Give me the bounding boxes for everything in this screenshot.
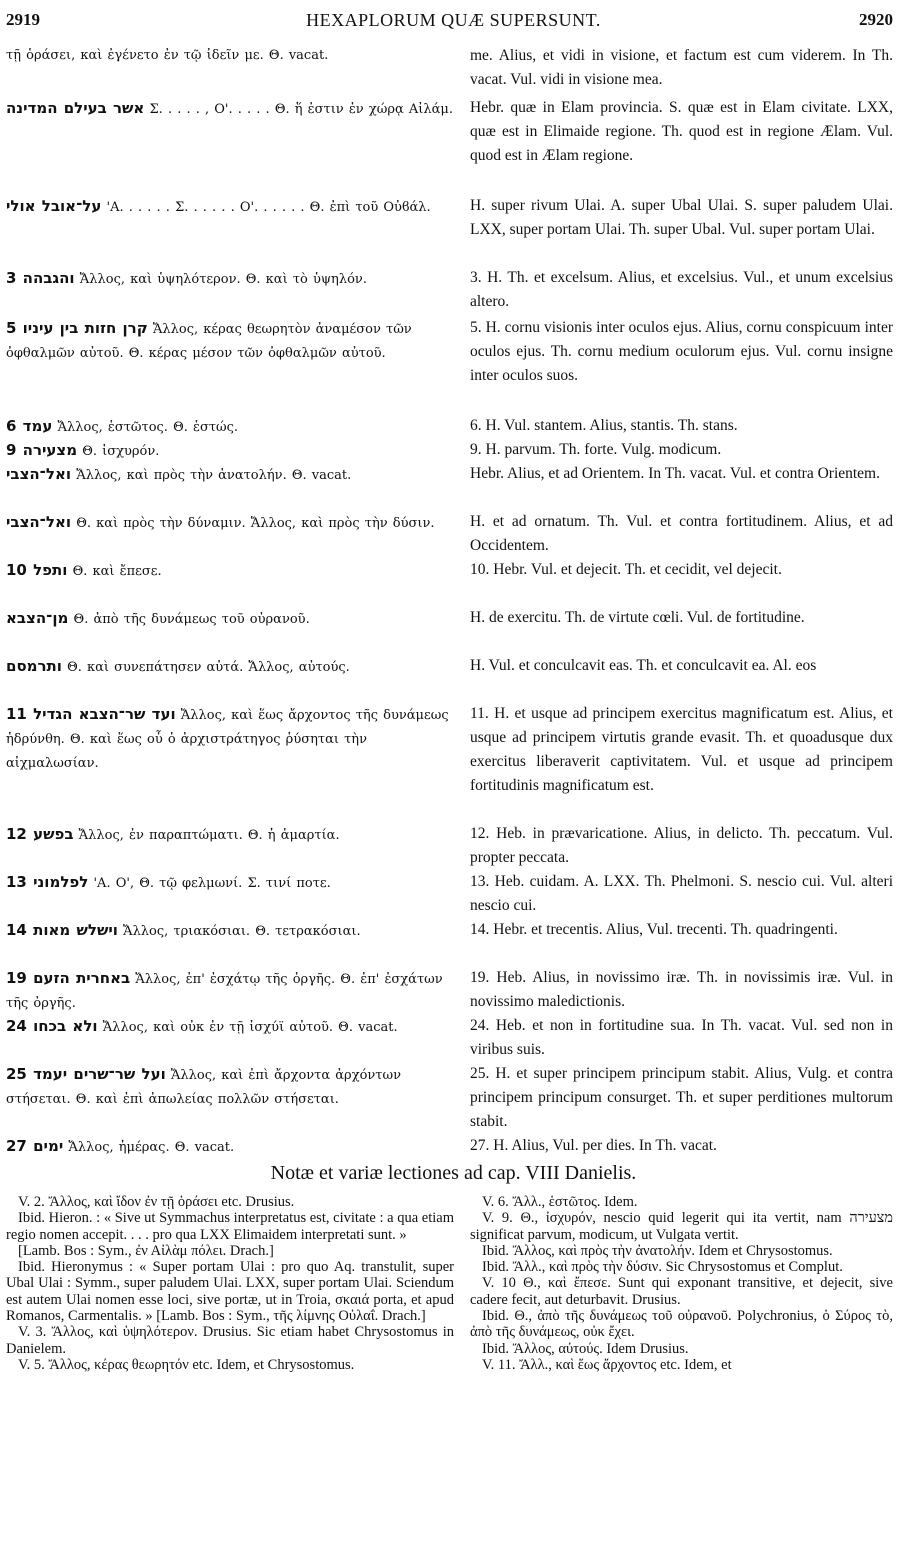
hebrew-lemma: ותפל 10	[6, 561, 68, 579]
hebrew-lemma: ולא בכחו 24	[6, 1017, 98, 1035]
greek-text: 'Α. Ο', Θ. τῷ φελμωνί. Σ. τινί ποτε.	[93, 876, 331, 891]
left-entry	[6, 822, 454, 848]
note: Ibid. Ἄλλος, αὐτούς. Idem Drusius.	[482, 1340, 689, 1357]
hebrew-lemma: עמד 6	[6, 417, 53, 435]
hebrew-lemma: וישלש מאות 14	[6, 921, 118, 939]
left-entry	[6, 966, 454, 1016]
left-entry	[6, 194, 454, 220]
greek-text: Ἄλλος, ἡμέρας. Θ. vacat.	[68, 1140, 235, 1155]
latin-entry: 3. H. Th. et excelsum. Alius, et excelsius. Vul., et unum excelsius altero.	[470, 269, 893, 310]
hebrew-lemma: אשר בעילם המדינה	[6, 99, 145, 117]
left-entry	[6, 702, 454, 776]
greek-text: Ἄλλος, καὶ ἐπὶ ἄρχοντα ἀρχόντων στήσεται. Θ. καὶ ἐπὶ ἀπωλείας πολλῶν στήσεται.	[6, 1068, 402, 1107]
hebrew-lemma: לפלמוני 13	[6, 873, 89, 891]
latin-entry: 6. H. Vul. stantem. Alius, stantis. Th. stans.	[470, 417, 738, 434]
note: V. 6. Ἄλλ., ἑστῶτος. Idem.	[482, 1194, 638, 1210]
note: Ibid. Θ., ἀπὸ τῆς δυνάμεως τοῦ οὐρανοῦ. Polychronius, ὁ Σύρος τὸ, ἀπὸ τῆς δυνάμεως, οὐκ ἔχει.	[470, 1308, 893, 1341]
hebrew-lemma: בפשע 12	[6, 825, 74, 843]
note: [Lamb. Bos : Sym., ἐν Αἰλὰμ πόλει. Drach.]	[18, 1242, 274, 1259]
greek-text: Ἄλλος, καὶ ὑψηλότερον. Θ. καὶ τὸ ὑψηλόν.	[79, 272, 367, 287]
greek-text: Ἄλλος, καὶ ἕως ἄρχοντος τῆς δυνάμεως ἡδρύνθη. Θ. καὶ ἕως οὗ ὁ ἀρχιστράτηγος ῥύσηται τὴν αἰχμαλωσίαν.	[6, 708, 449, 771]
hebrew-lemma: ותרמסם	[6, 657, 62, 675]
left-entry	[6, 266, 454, 292]
latin-entry: H. super rivum Ulai. A. super Ubal Ulai. S. super paludem Ulai. LXX, super portam Ulai. Th. super Ubal. Vul. super portam Ulai.	[470, 197, 893, 238]
left-entry	[6, 870, 454, 896]
left-entry	[6, 96, 454, 122]
note: Ibid. Hieronymus : « Super portam Ulai : pro quo Aq. transtulit, super Ubal Ulai : Symm., super paludem Ulai. LXX, super portam Ulai. Sciendum est autem Ulai nomen esse loci, sive portæ, ut in Troia, σκαιά porta, et apud Romanos, Carmentalis. » [Lamb. Bos : Sym., τῆς λίμνης Οὐλαΐ. Drach.]	[6, 1259, 454, 1325]
latin-entry: 11. H. et usque ad principem exercitus magnificatum est. Alius, et usque ad principem virtutis grande evasit. Th. et quoadusque dux exercitus liberaverit captivitatem. Vul. et usque ad principem fortitudinis magnificatum est.	[470, 705, 893, 794]
greek-text: Θ. ἰσχυρόν.	[82, 444, 160, 459]
latin-entry: H. de exercitu. Th. de virtute cœli. Vul. de fortitudine.	[470, 609, 805, 626]
left-entry	[6, 316, 454, 366]
left-entry	[6, 558, 454, 584]
left-entry	[6, 654, 454, 680]
latin-entry: H. Vul. et conculcavit eas. Th. et conculcavit ea. Al. eos	[470, 657, 817, 674]
running-header	[0, 10, 907, 36]
left-entry	[6, 414, 454, 440]
latin-entry: 19. Heb. Alius, in novissimo iræ. Th. in novissimis iræ. Vul. in novissimo maledictionis.	[470, 969, 893, 1010]
latin-entry: H. et ad ornatum. Th. Vul. et contra fortitudinem. Alius, et ad Occidentem.	[470, 513, 893, 554]
left-entry	[6, 44, 454, 68]
greek-text: Σ. . . . . , Ο'. . . . . Θ. ἥ ἐστιν ἐν χώρᾳ Αἰλάμ.	[149, 102, 453, 117]
greek-text: Θ. καὶ συνεπάτησεν αὐτά. Ἄλλος, αὐτούς.	[67, 660, 350, 675]
notes-left-column	[6, 1194, 454, 1373]
hebrew-lemma: מן־הצבא	[6, 609, 69, 627]
greek-text: Ἄλλος, τριακόσιαι. Θ. τετρακόσιαι.	[123, 924, 361, 939]
left-entry	[6, 438, 454, 464]
hebrew-lemma: על־אובל אולי	[6, 197, 102, 215]
latin-entry: me. Alius, et vidi in visione, et factum est cum viderem. In Th. vacat. Vul. vidi in visione mea.	[470, 47, 893, 88]
page-number-left: 2919	[6, 10, 40, 29]
notes-right-column	[470, 1194, 893, 1373]
greek-text: Ἄλλος, ἑστῶτος. Θ. ἑστώς.	[57, 420, 239, 435]
hebrew-lemma: קרן חזות בין עיניו 5	[6, 319, 148, 337]
hebrew-lemma: מצעירה 9	[6, 441, 78, 459]
hebrew-lemma: ואל־הצבי	[6, 465, 72, 483]
left-entry	[6, 510, 454, 536]
greek-text: Ἄλλος, κέρας θεωρητὸν ἀναμέσον τῶν ὀφθαλμῶν αὐτοῦ. Θ. κέρας μέσον τῶν ὀφθαλμῶν αὐτοῦ.	[6, 322, 412, 361]
latin-entry: 14. Hebr. et trecentis. Alius, Vul. trecenti. Th. quadringenti.	[470, 921, 838, 938]
note: V. 9. Θ., ἰσχυρόν, nescio quid legerit qui ita vertit, nam מצעירה significat parvum, modicum, ut Vulgata vertit.	[470, 1210, 893, 1243]
latin-entry: Hebr. Alius, et ad Orientem. In Th. vacat. Vul. et contra Orientem.	[470, 465, 880, 482]
greek-text: Ἄλλος, ἐπ' ἐσχάτῳ τῆς ὀργῆς. Θ. ἐπ' ἐσχάτων τῆς ὀργῆς.	[6, 972, 443, 1011]
latin-entry: Hebr. quæ in Elam provincia. S. quæ est in Elam civitate. LXX, quæ est in Elimaide regione. Th. quod est in regione Ælam. Vul. quod est in Ælam regione.	[470, 99, 893, 164]
greek-text: Θ. ἀπὸ τῆς δυνάμεως τοῦ οὐρανοῦ.	[73, 612, 310, 627]
running-title: HEXAPLORUM QUÆ SUPERSUNT.	[306, 10, 601, 30]
hebrew-lemma: ימים 27	[6, 1137, 64, 1155]
latin-entry: 13. Heb. cuidam. A. LXX. Th. Phelmoni. S. nescio cui. Vul. alteri nescio cui.	[470, 873, 893, 914]
note: Ibid. Ἄλλ., καὶ πρὸς τὴν δύσιν. Sic Chrysostomus et Complut.	[482, 1259, 843, 1276]
greek-text: Θ. καὶ ἔπεσε.	[72, 564, 162, 579]
left-entry	[6, 1062, 454, 1112]
left-entry	[6, 1134, 454, 1160]
greek-text: Ἄλλος, καὶ πρὸς τὴν ἀνατολήν. Θ. vacat.	[76, 468, 352, 483]
latin-entry: 24. Heb. et non in fortitudine sua. In Th. vacat. Vul. sed non in viribus suis.	[470, 1017, 893, 1058]
latin-entry: 25. H. et super principem principum stabit. Alius, Vulg. et contra principem principum consurget. Th. et super perditiones multorum stabit.	[470, 1065, 893, 1130]
page-number-right: 2920	[859, 10, 893, 29]
note: Ibid. Ἄλλος, καὶ πρὸς τὴν ἀνατολήν. Idem et Chrysostomus.	[482, 1242, 833, 1259]
latin-entry: 9. H. parvum. Th. forte. Vulg. modicum.	[470, 441, 722, 458]
latin-entry: 27. H. Alius, Vul. per dies. In Th. vacat.	[470, 1137, 717, 1154]
note: V. 2. Ἄλλος, καὶ ἴδον ἐν τῇ ὁράσει etc. Drusius.	[18, 1194, 295, 1210]
note: V. 11. Ἄλλ., καὶ ἕως ἄρχοντος etc. Idem, et	[482, 1356, 732, 1373]
greek-text: 'Α. . . . . . Σ. . . . . . Ο'. . . . . . Θ. ἐπὶ τοῦ Οὐϐάλ.	[106, 200, 431, 215]
left-entry	[6, 1014, 454, 1040]
greek-text: Ἄλλος, καὶ οὐκ ἐν τῇ ἰσχύϊ αὐτοῦ. Θ. vacat.	[102, 1020, 398, 1035]
notes-heading: Notæ et variæ lectiones ad cap. VIII Danielis.	[270, 1162, 637, 1184]
hebrew-lemma: ואל־הצבי	[6, 513, 72, 531]
left-entry	[6, 462, 454, 488]
note: V. 3. Ἄλλος, καὶ ὑψηλότερον. Drusius. Sic etiam habet Chrysostomus in Danielem.	[6, 1324, 454, 1357]
note: V. 10 Θ., καὶ ἔπεσε. Sunt qui exponant transitive, et dejecit, sive cadere fecit, aut deturbavit. Drusius.	[470, 1275, 893, 1308]
greek-text: Ἄλλος, ἐν παραπτώματι. Θ. ἡ ἁμαρτία.	[78, 828, 340, 843]
note: V. 5. Ἄλλος, κέρας θεωρητόν etc. Idem, et Chrysostomus.	[18, 1356, 355, 1373]
latin-entry: 10. Hebr. Vul. et dejecit. Th. et cecidit, vel dejecit.	[470, 561, 782, 578]
left-entry	[6, 918, 454, 944]
greek-text: Θ. καὶ πρὸς τὴν δύναμιν. Ἄλλος, καὶ πρὸς τὴν δύσιν.	[76, 516, 435, 531]
hebrew-lemma: ועל שר־שרים יעמד 25	[6, 1065, 166, 1083]
hebrew-lemma: והגבהה 3	[6, 269, 75, 287]
hebrew-lemma: באחרית הזעם 19	[6, 969, 131, 987]
note: Ibid. Hieron. : « Sive ut Symmachus interpretatus est, civitate : a qua etiam regio nomen accepit. . . . pro qua LXX Elimaidem interpretati sunt. »	[6, 1210, 454, 1243]
hebrew-lemma: ועד שר־הצבא הגדיל 11	[6, 705, 176, 723]
latin-entry: 12. Heb. in prævaricatione. Alius, in delicto. Th. peccatum. Vul. propter peccata.	[470, 825, 893, 866]
latin-entry: 5. H. cornu visionis inter oculos ejus. Alius, cornu conspicuum inter oculos ejus. Th. cornu medium oculorum ejus. Vul. cornu insigne inter oculos suos.	[470, 319, 893, 384]
greek-text: τῇ ὁράσει, καὶ ἐγένετο ἐν τῷ ἰδεῖν με. Θ. vacat.	[6, 48, 329, 63]
left-entry	[6, 606, 454, 632]
